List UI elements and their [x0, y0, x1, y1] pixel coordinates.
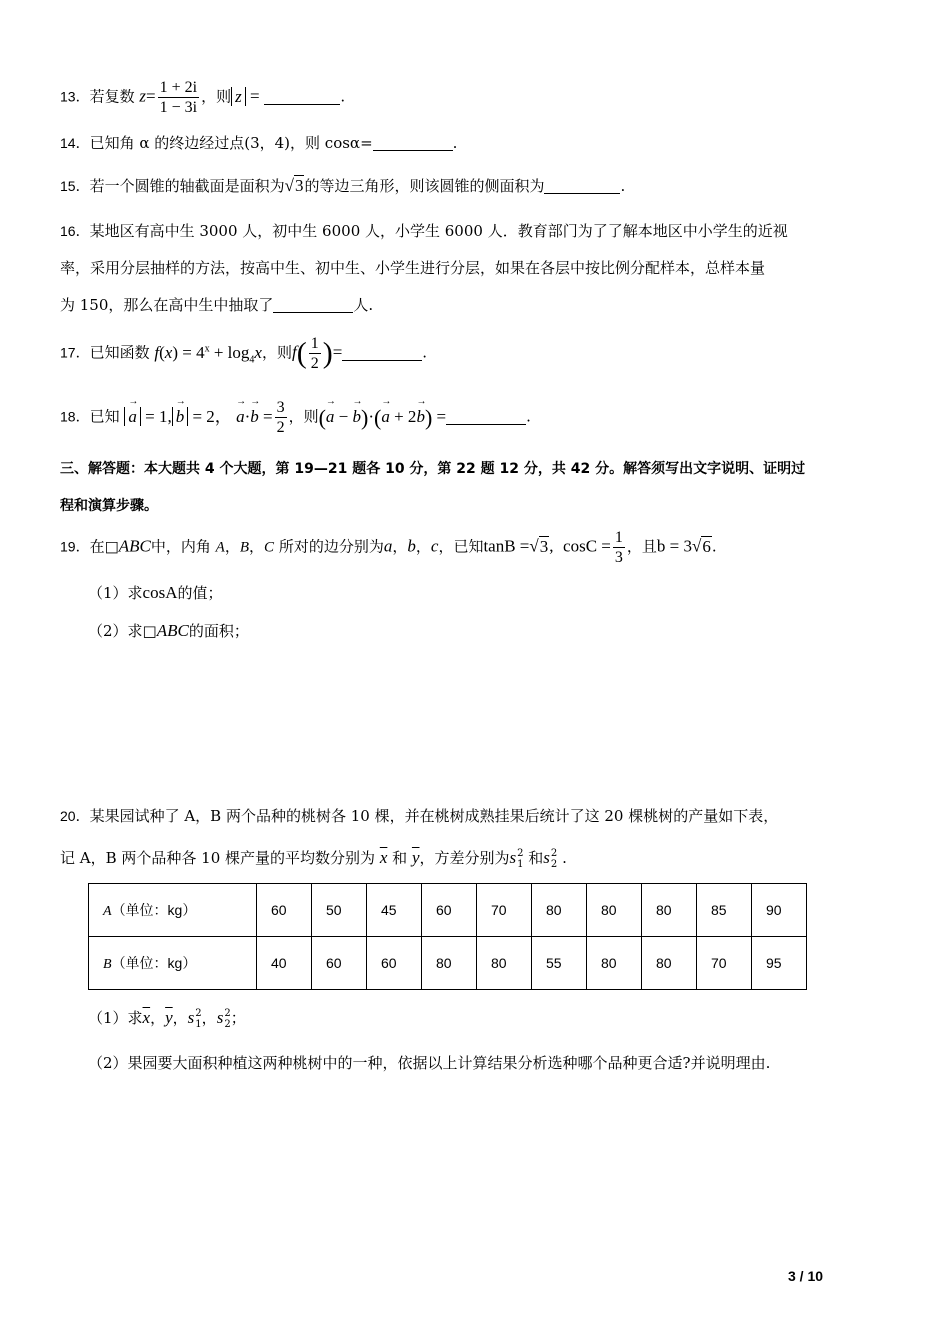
answer-blank[interactable] — [342, 359, 422, 361]
q17-fraction: $\frac{1}{2}$ — [310, 335, 319, 372]
table-cell: 80 — [587, 937, 642, 990]
q18-fraction: $\frac{3}{2}$ — [276, 399, 285, 436]
q19: 19．在□ABC中，内角 A，B，C 所对的边分别为a，b，c，已知tanB =√3, cosC = $\frac{1}{3}$ ，且b = 3√6. — [60, 529, 717, 566]
q20-line1: 20．某果园试种了 A，B 两个品种的桃树各 10 棵，并在桃树成熟挂果后统计了这 20 棵桃树的产量如下表， — [60, 807, 779, 825]
answer-blank[interactable] — [264, 103, 340, 105]
q16-line2: 率，采用分层抽样的方法，按高中生、初中生、小学生进行分层，如果在各层中按比例分配样本，总样本量 — [60, 259, 766, 277]
table-cell: 80 — [477, 937, 532, 990]
table-cell: 80 — [587, 884, 642, 937]
table-cell: 80 — [642, 884, 697, 937]
q18: 18．已知 → a = 1, → b = 2， → a·→ b = $\frac{3}{2}$ ，则(→ a − → b)·(→ a + 2→ b) = . — [60, 398, 531, 437]
q19-fraction: $\frac{1}{3}$ — [614, 529, 623, 566]
q19-sub2: （2）求□ABC的面积； — [88, 621, 249, 640]
table-cell: 95 — [752, 937, 807, 990]
answer-blank[interactable] — [273, 311, 353, 313]
table-cell: 80 — [532, 884, 587, 937]
table-cell: 85 — [697, 884, 752, 937]
q13-fraction: $\frac{1 + 2i}{1 - 3i}$ — [159, 79, 198, 116]
q15: 15．若一个圆锥的轴截面是面积为√3的等边三角形，则该圆锥的侧面积为 . — [60, 176, 626, 195]
table-row — [89, 937, 807, 990]
table-cell: 70 — [477, 884, 532, 937]
answer-blank[interactable] — [544, 192, 620, 194]
q14: 14．已知角 α 的终边经过点(3，4)，则 cosα= . — [60, 134, 458, 152]
q20-sub1: （1）求$\overline{x}$，$\overline{y}$，s 2 1 ，s 2 2 ； — [88, 1008, 246, 1030]
table-cell: 45 — [367, 884, 422, 937]
page-number: 3 / 10 — [788, 1268, 824, 1284]
table-cell: 90 — [752, 884, 807, 937]
table-cell: 60 — [422, 884, 477, 937]
table-cell: 50 — [312, 884, 367, 937]
yield-table — [88, 883, 807, 990]
table-cell: 80 — [642, 937, 697, 990]
q20-sub2: （2）果园要大面积种植这两种桃树中的一种，依据以上计算结果分析选种哪个品种更合适?并说明理由. — [88, 1054, 771, 1072]
q19-sub1: （1）求cosA的值； — [88, 583, 223, 602]
table-cell: 80 — [422, 937, 477, 990]
table-cell: 60 — [312, 937, 367, 990]
table-cell: 55 — [532, 937, 587, 990]
q16-line1: 16．某地区有高中生 3000 人，初中生 6000 人，小学生 6000 人．教育部门为了了解本地区中小学生的近视 — [60, 222, 788, 240]
table-cell: 70 — [697, 937, 752, 990]
table-row — [89, 884, 807, 937]
q16-line3: 为 150，那么在高中生中抽取了 人. — [60, 296, 374, 314]
q20-line2: 记 A，B 两个品种各 10 棵产量的平均数分别为 $\overline{x}$ 和 $\overline{y}$，方差分别为s 2 1 和s 2 2 . — [60, 848, 567, 870]
section-heading: 三、解答题：本大题共 4 个大题，第 19—21 题各 10 分，第 22 题 12 分，共 42 分。解答须写出文字说明、证明过 — [60, 461, 806, 477]
table-cell: 40 — [257, 937, 312, 990]
answer-blank[interactable] — [446, 423, 526, 425]
section-heading-cont: 程和演算步骤。 — [60, 498, 158, 514]
q13: 13．若复数 z= $\frac{1 + 2i}{1 - 3i}$ ，则 z = . — [60, 79, 346, 116]
table-cell: 60 — [367, 937, 422, 990]
q17: 17．已知函数 $f(x) = 4^x + \log_4x$，则f( $\frac{1}{2}$ )= . — [60, 335, 428, 372]
row-header: A（单位：kg） — [89, 884, 257, 937]
table-cell: 60 — [257, 884, 312, 937]
answer-blank[interactable] — [373, 149, 453, 151]
row-header: B（单位：kg） — [89, 937, 257, 990]
